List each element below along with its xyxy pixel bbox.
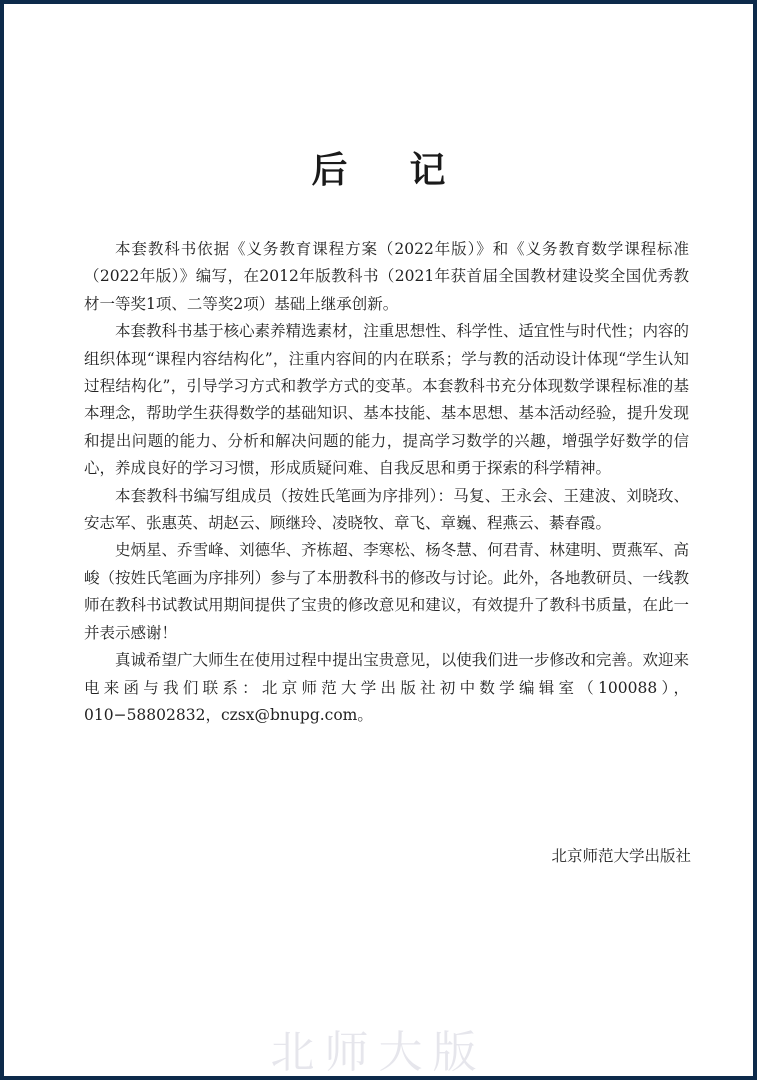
page-title: 后记: [311, 150, 508, 191]
document-page: [4, 4, 753, 1076]
publisher-signature: 北京师范大学出版社: [551, 847, 691, 865]
watermark: 北师大版: [270, 1027, 487, 1076]
paragraph-3: 本套教科书编写组成员（按姓氏笔画为序排列）：马复、王永会、王建波、刘晓玫、安志军、张惠英、胡赵云、顾继玲、凌晓牧、章飞、章巍、程燕云、綦春霞。: [84, 486, 689, 533]
body-text: [84, 236, 689, 729]
paragraph-5: 真诚希望广大师生在使用过程中提出宝贵意见，以使我们进一步修改和完善。欢迎来电来函与我们联系：北京师范大学出版社初中数学编辑室（100088），010−58802832，czsx@bnupg.com。: [84, 651, 689, 724]
paragraph-2: 本套教科书基于核心素养精选素材，注重思想性、科学性、适宜性与时代性；内容的组织体现“课程内容结构化”，注重内容间的内在联系；学与教的活动设计体现“学生认知过程结构化”，引导学习方式和教学方式的变革。本套教科书充分体现数学课程标准的基本理念，帮助学生获得数学的基础知识、基本技能、基本思想、基本活动经验，提升发现和提出问题的能力、分析和解决问题的能力，提高学习数学的兴趣，增强学好数学的信心，养成良好的学习习惯，形成质疑问难、自我反思和勇于探索的科学精神。: [84, 322, 689, 478]
paragraph-4: 史炳星、乔雪峰、刘德华、齐栋超、李寒松、杨冬慧、何君青、林建明、贾燕军、高峻（按姓氏笔画为序排列）参与了本册教科书的修改与讨论。此外，各地教研员、一线教师在教科书试教试用期间提供了宝贵的修改意见和建议，有效提升了教科书质量，在此一并表示感谢！: [84, 541, 689, 642]
paragraph-1: 本套教科书依据《义务教育课程方案（2022年版）》和《义务教育数学课程标准（2022年版）》编写，在2012年版教科书（2021年获首届全国教材建设奖全国优秀教材一等奖1项、二等奖2项）基础上继承创新。: [84, 240, 689, 313]
